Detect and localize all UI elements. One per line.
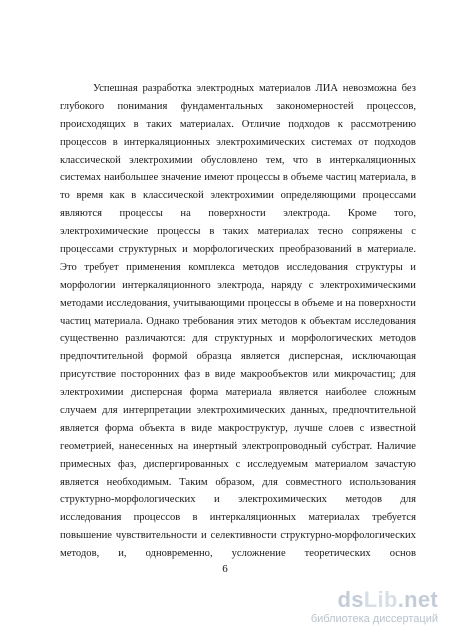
- text-line: является форма объекта в виде макроструктур, лучше слоев с известной: [60, 422, 416, 434]
- text-line: предпочтительной формой образца является дисперсная, исключающая: [60, 351, 416, 363]
- text-line: случаем для интерпретации электрохимических данных, предпочтительной: [60, 405, 416, 417]
- text-line: процессов в интеркаляционных электрохимических системах от подходов: [60, 136, 416, 148]
- text-line: являются процессы на поверхности электрода. Кроме того,: [60, 208, 416, 220]
- text-line: исследования процессов в интеркаляционных материалах требуется: [60, 512, 416, 524]
- text-line: присутствие посторонних фаз в виде макрообъектов или микрочастиц; для: [60, 369, 416, 381]
- text-line: геометрией, нанесенных на инертный электропроводный субстрат. Наличие: [60, 440, 416, 452]
- dslib-logo: dsLib.net: [337, 587, 438, 612]
- text-line: процессами структурных и морфологических преобразований в материале.: [60, 244, 416, 256]
- text-line: морфологии интеркаляционного электрода, наряду с электрохимическими: [60, 279, 416, 291]
- text-line: классической электрохимии обусловлено тем, что в интеркаляционных: [60, 154, 416, 166]
- text-line: является необходимым. Таким образом, для совместного использования: [60, 476, 416, 488]
- text-line: повышение чувствительности и селективности структурно-морфологических: [60, 530, 416, 542]
- body-text: [60, 80, 416, 563]
- text-line: системах наибольшее значение имеют процессы в объеме частиц материала, в: [60, 172, 416, 184]
- text-line: методами исследования, учитывающими процессы в объеме и на поверхности: [60, 297, 416, 309]
- text-line: электрохимические процессы в таких материалах тесно сопряжены с: [60, 226, 416, 238]
- text-line: примесных фаз, диспергированных с исследуемым материалом зачастую: [60, 458, 416, 470]
- watermark-tagline: библиотека диссертаций: [310, 613, 438, 625]
- page-number: 6: [222, 563, 228, 575]
- text-line: то время как в классической электрохимии определяющими процессами: [60, 190, 416, 202]
- text-line: Успешная разработка электродных материалов ЛИА невозможна без: [93, 83, 416, 94]
- text-line: электрохимии дисперсная форма материала является наиболее сложным: [60, 387, 416, 399]
- dslib-watermark: [278, 589, 438, 626]
- text-line: частиц материала. Однако требования этих методов к объектам исследования: [60, 315, 416, 327]
- text-line: происходящих в таких материалах. Отличие подходов к рассмотрению: [60, 118, 416, 130]
- text-line: существенно различаются: для структурных и морфологических методов: [60, 333, 416, 345]
- text-line: методов, и, одновременно, усложнение теоретических основ: [60, 548, 416, 560]
- text-line: глубокого понимания фундаментальных закономерностей процессов,: [60, 100, 416, 112]
- text-line: структурно-морфологических и электрохимических методов для: [60, 494, 416, 506]
- text-line: Это требует применения комплекса методов исследования структуры и: [60, 261, 416, 273]
